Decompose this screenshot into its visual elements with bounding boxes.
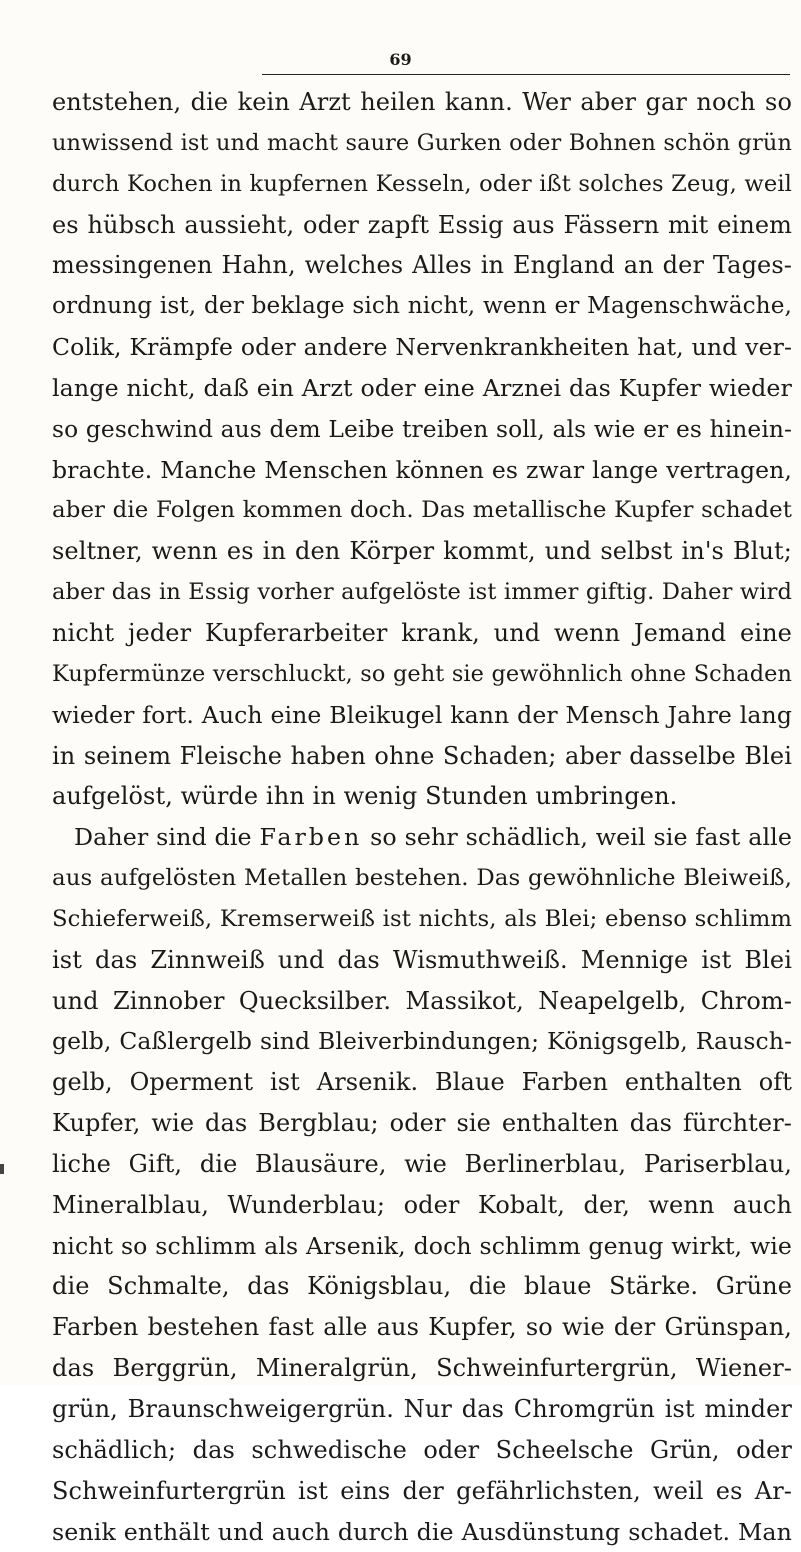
text-line: so geschwind aus dem Leibe treiben soll, als wie er es hinein- <box>52 414 792 443</box>
margin-mark <box>0 1164 4 1174</box>
text-line: nicht jeder Kupferarbeiter krank, und wenn Jemand eine <box>52 618 792 647</box>
text-line: Kupfermünze verschluckt, so geht sie gewöhnlich ohne Schaden <box>52 660 792 687</box>
text-line: schädlich; das schwedische oder Scheelsche Grün, oder <box>52 1435 792 1464</box>
text-line: es hübsch aussieht, oder zapft Essig aus Fässern mit einem <box>52 210 792 239</box>
text-line: aus aufgelösten Metallen bestehen. Das gewöhnliche Bleiweiß, <box>52 865 792 892</box>
emphasized-word: Farben <box>259 823 363 852</box>
text-line: ist das Zinnweiß und das Wismuthweiß. Mennige ist Blei <box>52 945 792 974</box>
paragraph-start-line <box>52 817 792 858</box>
text-line: gelb, Operment ist Arsenik. Blaue Farben enthalten oft <box>52 1068 792 1097</box>
text-line: ordnung ist, der beklage sich nicht, wenn er Magenschwäche, <box>52 292 792 320</box>
text-line: nicht so schlimm als Arsenik, doch schlimm genug wirkt, wie <box>52 1231 792 1260</box>
text-line: entstehen, die kein Arzt heilen kann. Wer aber gar noch so <box>52 88 792 116</box>
text-line: durch Kochen in kupfernen Kesseln, oder ißt solches Zeug, weil <box>52 170 792 197</box>
text-line: lange nicht, daß ein Arzt oder eine Arznei das Kupfer wieder <box>52 373 792 402</box>
text-line: aber die Folgen kommen doch. Das metallische Kupfer schadet <box>52 497 792 524</box>
text-line: liche Gift, die Blausäure, wie Berlinerblau, Pariserblau, <box>52 1149 792 1178</box>
text-line: brachte. Manche Menschen können es zwar lange vertragen, <box>52 455 792 484</box>
text-line: wieder fort. Auch eine Bleikugel kann der Mensch Jahre lang <box>52 700 792 729</box>
text-line: Schieferweiß, Kremserweiß ist nichts, als Blei; ebenso schlimm <box>52 905 792 932</box>
text-line: unwissend ist und macht saure Gurken oder Bohnen schön grün <box>52 129 792 156</box>
text-line: Mineralblau, Wunderblau; oder Kobalt, der, wenn auch <box>52 1190 792 1219</box>
text-line: Kupfer, wie das Bergblau; oder sie enthalten das fürchter- <box>52 1109 792 1138</box>
body-text <box>52 82 792 1552</box>
text-line: Farben bestehen fast alle aus Kupfer, so wie der Grünspan, <box>52 1313 792 1342</box>
text-line: senik enthält und auch durch die Ausdünstung schadet. Man <box>52 1517 792 1546</box>
text-line: Schweinfurtergrün ist eins der gefährlichsten, weil es Ar- <box>52 1476 792 1505</box>
text-segment: so sehr schädlich, weil sie fast alle <box>362 823 792 852</box>
text-line: das Berggrün, Mineralgrün, Schweinfurtergrün, Wiener- <box>52 1354 792 1383</box>
paragraph-end-line: aufgelöst, würde ihn in wenig Stunden umbringen. <box>52 782 678 811</box>
text-line: in seinem Fleische haben ohne Schaden; aber dasselbe Blei <box>52 741 792 770</box>
page-number: 69 <box>389 50 412 69</box>
text-line: und Zinnober Quecksilber. Massikot, Neapelgelb, Chrom- <box>52 986 792 1015</box>
text-line: grün, Braunschweigergrün. Nur das Chromgrün ist minder <box>52 1395 792 1423</box>
text-line: messingenen Hahn, welches Alles in England an der Tages- <box>52 251 792 280</box>
text-line: seltner, wenn es in den Körper kommt, und selbst in's Blut; <box>52 537 792 566</box>
text-line: gelb, Caßlergelb sind Bleiverbindungen; Königsgelb, Rausch- <box>52 1027 792 1056</box>
header-rule <box>262 74 790 75</box>
text-line: die Schmalte, das Königsblau, die blaue Stärke. Grüne <box>52 1272 792 1301</box>
text-segment: Daher sind die <box>74 823 260 852</box>
text-line: aber das in Essig vorher aufgelöste ist immer giftig. Daher wird <box>52 579 792 606</box>
text-line: Colik, Krämpfe oder andere Nervenkrankheiten hat, und ver- <box>52 333 792 362</box>
